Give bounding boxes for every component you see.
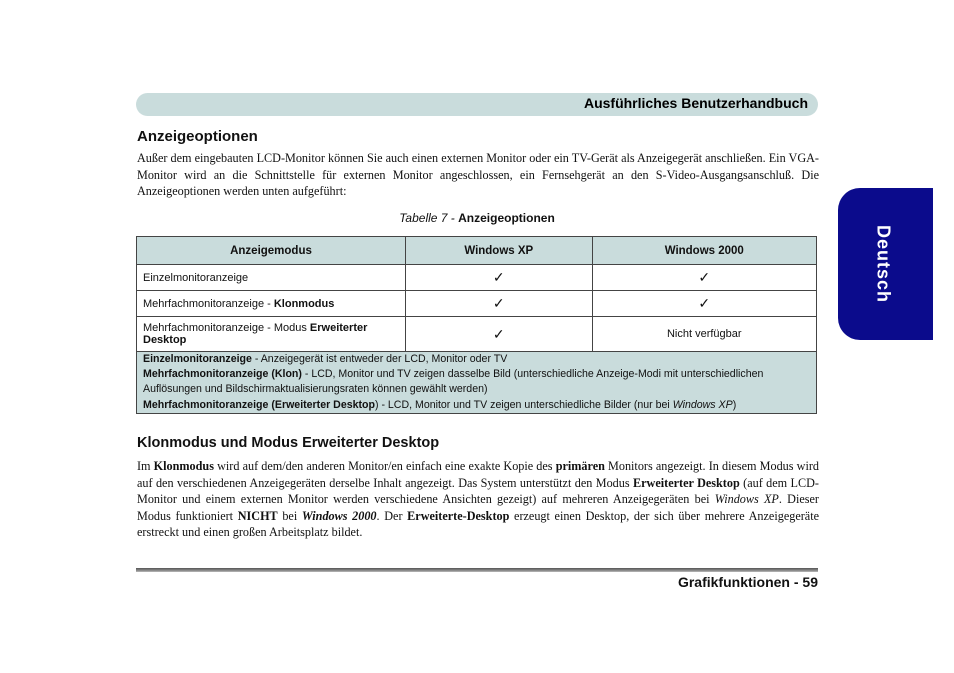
mode-cell xyxy=(137,265,406,291)
table-caption xyxy=(0,211,954,225)
w2k-check-icon: ✓ xyxy=(592,265,816,291)
note-term: Mehrfachmonitoranzeige (Klon) xyxy=(143,368,302,381)
bold-run: Klonmodus xyxy=(153,459,214,473)
header-bar xyxy=(136,93,818,116)
italic-run: Windows XP xyxy=(714,492,779,507)
table-row xyxy=(137,291,817,317)
bold-run: Erweiterte-Desktop xyxy=(407,508,510,523)
note-text: - LCD, Monitor und TV zeigen dasselbe Bild (unterschiedliche Anzeige-Modi mit unterschiedlichen Auflösungen und Bildschirmaktualisierungsraten können gewählt werden) xyxy=(143,368,764,396)
xp-check-icon: ✓ xyxy=(406,317,593,352)
xp-check-icon: ✓ xyxy=(406,291,593,317)
text-run: (auf dem LCD-Monitor und einem externen Monitor werden verschiedene Ansichten gezeigt) auf mehreren Anzeigegeräten bei xyxy=(137,475,819,507)
subsection-title: Klonmodus und Modus Erweiterter Desktop xyxy=(137,435,440,451)
text-run: wird auf dem/den anderen Monitor/en einfach eine exakte Kopie des xyxy=(213,459,556,473)
text-run: . Dieser Modus funktioniert xyxy=(137,492,819,523)
text-run: bei xyxy=(277,508,302,523)
mode-cell xyxy=(137,291,406,317)
bold-run: NICHT xyxy=(237,508,278,523)
text-run: Im xyxy=(137,459,154,473)
note-term: Mehrfachmonitoranzeige xyxy=(143,398,269,411)
col-header-xp: Windows XP xyxy=(406,237,593,265)
table-notes-row xyxy=(137,352,817,414)
note-text: ) - LCD, Monitor und TV zeigen unterschiedliche Bilder (nur bei xyxy=(374,398,673,411)
table-row xyxy=(137,317,817,352)
w2k-check-icon: ✓ xyxy=(592,291,816,317)
text-run: erzeugt einen Desktop, der sich über mehrere Anzeigegeräte erstreckt und einen großen Arbeitsplatz bildet. xyxy=(137,508,820,540)
note-text: - Anzeigegerät ist entweder der LCD, Monitor oder TV xyxy=(251,353,508,365)
mode-bold-text: Erweiterter xyxy=(309,322,368,334)
display-options-table xyxy=(136,236,817,414)
mode-cell xyxy=(137,317,406,352)
header-title: Ausführliches Benutzerhandbuch xyxy=(583,95,808,111)
mode-text: Mehrfachmonitoranzeige - xyxy=(143,297,274,310)
w2k-unavailable: Nicht verfügbar xyxy=(592,317,816,352)
text-run: Monitors angezeigt. In diesem Modus wird auf den verschiedenen Anzeigegeräten derselbe Inhalt angezeigt. Das System unterstützt den Modus xyxy=(137,459,819,490)
language-tab-label: Deutsch xyxy=(873,224,894,303)
mode-text: Mehrfachmonitoranzeige - Modus xyxy=(143,322,310,334)
page-footer: Grafikfunktionen - 59 xyxy=(677,574,818,590)
table-caption-prefix: Tabelle 7 - xyxy=(399,211,459,225)
bold-run: Erweiterter Desktop xyxy=(633,475,740,490)
clone-mode-paragraph xyxy=(137,458,819,541)
col-header-w2k: Windows 2000 xyxy=(592,237,816,265)
note-close: ) xyxy=(732,398,737,411)
bold-italic-run: Windows 2000 xyxy=(301,508,377,523)
col-header-mode: Anzeigemodus xyxy=(137,237,406,265)
xp-check-icon: ✓ xyxy=(406,265,593,291)
text-run: . Der xyxy=(376,508,408,523)
intro-paragraph: Außer dem eingebauten LCD-Monitor können Sie auch einen externen Monitor oder ein TV-Gerät als Anzeigegerät anschließen. Ein VGA-Monitor wird an die Schnittstelle für externen Monitor angeschlossen, ein Fernsehgerät an den S-Video-Ausgangsanschluß. Die Anzeigeoptionen werden unten aufgeführt: xyxy=(137,151,819,199)
mode-bold-text-2: Desktop xyxy=(143,334,187,346)
mode-bold-text: Klonmodus xyxy=(273,297,335,310)
table-caption-title: Anzeigeoptionen xyxy=(458,211,555,225)
note-term: Einzelmonitoranzeige xyxy=(143,353,252,365)
table-row xyxy=(137,265,817,291)
note-term-2: Erweiterter Desktop xyxy=(274,398,375,411)
note-paren: ( xyxy=(268,398,275,411)
note-italic: Windows XP xyxy=(672,398,733,411)
bold-run: primären xyxy=(555,459,605,473)
section-title: Anzeigeoptionen xyxy=(137,128,258,145)
table-notes xyxy=(137,352,817,414)
footer-rule xyxy=(136,568,818,572)
mode-text: Einzelmonitoranzeige xyxy=(143,271,249,284)
table-header-row xyxy=(137,237,817,265)
